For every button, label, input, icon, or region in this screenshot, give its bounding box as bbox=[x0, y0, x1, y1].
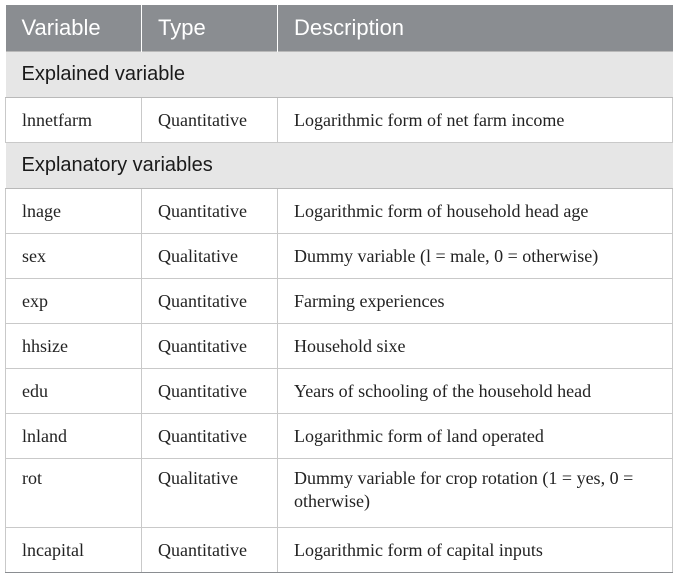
table-row bbox=[6, 528, 673, 573]
cell-variable: lnland bbox=[6, 414, 142, 459]
cell-description: Logarithmic form of net farm income bbox=[278, 98, 673, 143]
cell-type: Qualitative bbox=[142, 234, 278, 279]
cell-type: Quantitative bbox=[142, 189, 278, 234]
section-label-explained: Explained variable bbox=[6, 52, 673, 98]
cell-type: Quantitative bbox=[142, 369, 278, 414]
cell-description: Dummy variable (l = male, 0 = otherwise) bbox=[278, 234, 673, 279]
cell-description: Household sixe bbox=[278, 324, 673, 369]
table-row bbox=[6, 459, 673, 528]
cell-variable: edu bbox=[6, 369, 142, 414]
cell-variable: lnnetfarm bbox=[6, 98, 142, 143]
cell-description: Logarithmic form of household head age bbox=[278, 189, 673, 234]
cell-description: Farming experiences bbox=[278, 279, 673, 324]
cell-description: Years of schooling of the household head bbox=[278, 369, 673, 414]
table-row bbox=[6, 98, 673, 143]
cell-variable: hhsize bbox=[6, 324, 142, 369]
cell-description: Dummy variable for crop rotation (1 = yes, 0 = otherwise) bbox=[278, 459, 673, 528]
cell-type: Quantitative bbox=[142, 324, 278, 369]
cell-variable: lncapital bbox=[6, 528, 142, 573]
cell-variable: exp bbox=[6, 279, 142, 324]
table-row bbox=[6, 234, 673, 279]
cell-type: Quantitative bbox=[142, 279, 278, 324]
cell-type: Quantitative bbox=[142, 98, 278, 143]
cell-variable: rot bbox=[6, 459, 142, 528]
cell-variable: sex bbox=[6, 234, 142, 279]
header-variable: Variable bbox=[6, 5, 142, 52]
section-label-explanatory: Explanatory variables bbox=[6, 143, 673, 189]
cell-type: Qualitative bbox=[142, 459, 278, 528]
header-description: Description bbox=[278, 5, 673, 52]
variables-table bbox=[5, 5, 673, 573]
table-row bbox=[6, 279, 673, 324]
cell-description: Logarithmic form of capital inputs bbox=[278, 528, 673, 573]
cell-type: Quantitative bbox=[142, 414, 278, 459]
cell-variable: lnage bbox=[6, 189, 142, 234]
table-row bbox=[6, 189, 673, 234]
table-row bbox=[6, 414, 673, 459]
section-row-explained bbox=[6, 52, 673, 98]
table-row bbox=[6, 324, 673, 369]
header-type: Type bbox=[142, 5, 278, 52]
table-row bbox=[6, 369, 673, 414]
cell-type: Quantitative bbox=[142, 528, 278, 573]
section-row-explanatory bbox=[6, 143, 673, 189]
cell-description: Logarithmic form of land operated bbox=[278, 414, 673, 459]
header-row bbox=[6, 5, 673, 52]
